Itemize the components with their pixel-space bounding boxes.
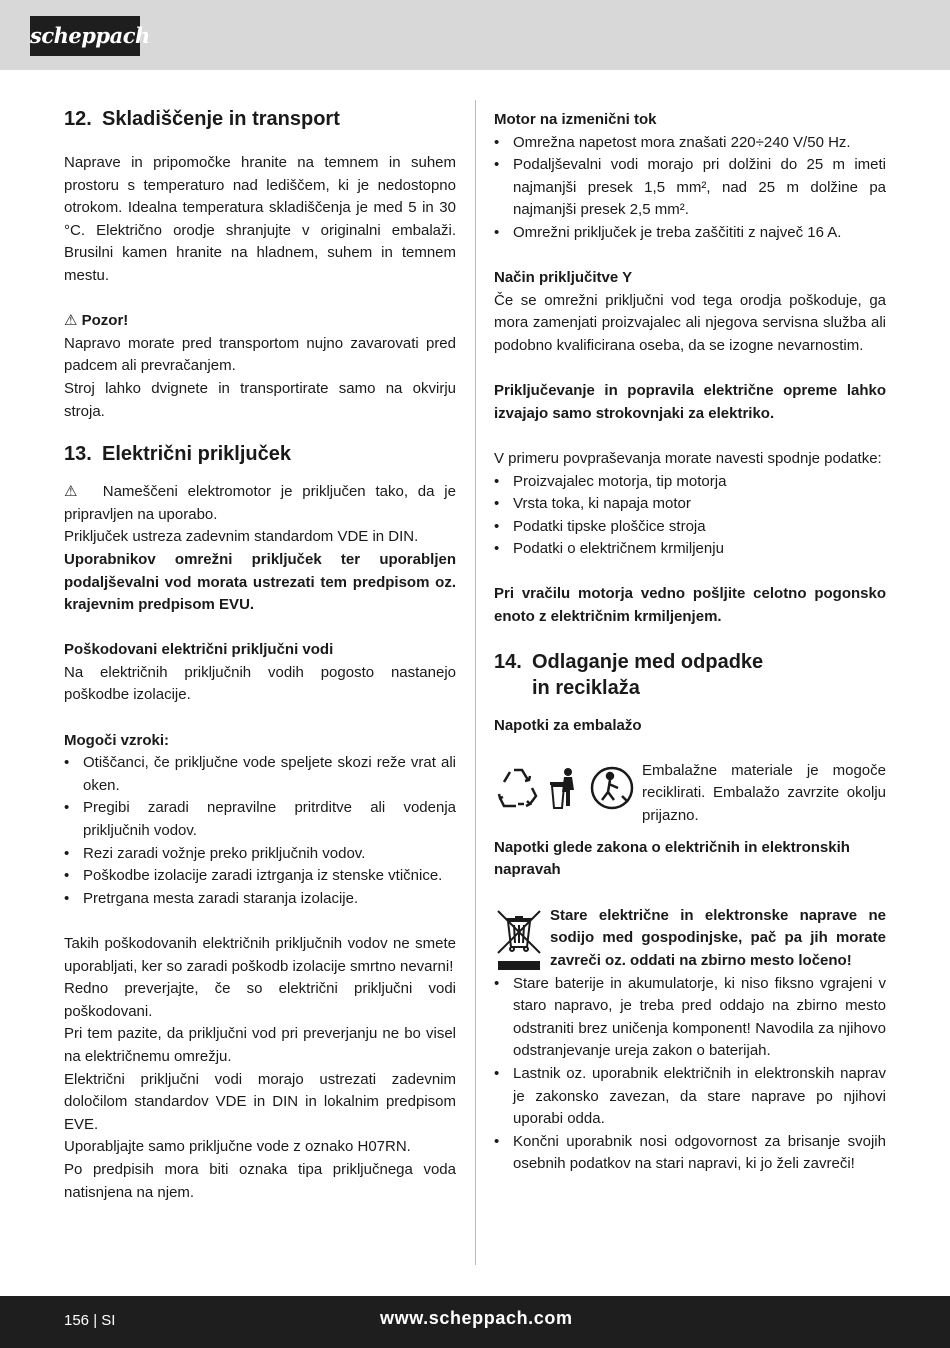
electrical-text-2: Priključek ustreza zadevnim standardom VDE in DIN.	[64, 528, 419, 546]
caution-text-1: Napravo morate pred transportom nujno zavarovati pred padcem ali prevračanjem.	[64, 334, 456, 375]
section-12-heading: 12. Skladiščenje in transport	[64, 108, 340, 130]
list-item: • Otiščanci, če priključne vode speljete skozi reže vrat ali oken.	[64, 752, 456, 797]
list-item: • Poškodbe izolacije zaradi iztrganja iz stenske vtičnice.	[64, 865, 456, 888]
return-note: Pri vračilu motorja vedno pošljite celotno pogonsko enoto z električnim krmiljenjem.	[494, 585, 886, 626]
electrical-text-3: Uporabnikov omrežni priključek ter uporabljen podaljševalni vod morata ustrezati tem predpisom oz. krajevnim predpisom EVU.	[64, 550, 456, 614]
left-column	[64, 100, 456, 1204]
list-item: • Pretrgana mesta zaradi staranja izolacije.	[64, 888, 456, 911]
list-item: • Podatki o električnem krmiljenju	[494, 538, 886, 561]
packaging-text: Embalažne materiale je mogoče reciklirati. Embalažo zavrzite okolju prijazno.	[642, 761, 886, 825]
litter-bin-icon	[550, 768, 574, 808]
electrician-note: Priključevanje in popravila električne opreme lahko izvajajo samo strokovnjaki za elektriko.	[494, 382, 886, 422]
packaging-heading: Napotki za embalažo	[494, 716, 642, 734]
cable-warning-3: Pri tem pazite, da priključni vod pri preverjanju ne bo visel na električnemu omrežju.	[64, 1025, 456, 1065]
page-number: 156 | SI	[64, 1312, 116, 1329]
list-item: • Omrežni priključek je treba zaščititi z največ 16 A.	[494, 222, 886, 245]
list-item: • Proizvajalec motorja, tip motorja	[494, 471, 886, 494]
weee-list	[494, 973, 886, 1176]
cable-warning-6: Po predpisih mora biti oznaka tipa priključnega voda natisnjena na njem.	[64, 1160, 456, 1201]
section-13-heading: 13. Električni priključek	[64, 443, 291, 466]
causes-heading: Mogoči vzroki:	[64, 731, 170, 749]
recycle-icon	[499, 770, 536, 806]
warning-icon: ⚠	[64, 483, 84, 501]
packaging-block	[494, 760, 886, 828]
list-item: • Končni uporabnik nosi odgovornost za brisanje svojih osebnih podatkov na stari napravi, ki jo želi zavreči!	[494, 1131, 886, 1176]
y-connection-heading: Način priključitve Y	[494, 269, 633, 287]
weee-text: Stare električne in elektronske naprave ne sodijo med gospodinjske, pač pa jih morate zavreči oz. oddati na zbirno mesto ločeno!	[550, 906, 886, 969]
list-item: • Vrsta toka, ki napaja motor	[494, 493, 886, 516]
list-item: • Omrežna napetost mora znašati 220÷240 V/50 Hz.	[494, 132, 886, 155]
list-item: • Lastnik oz. uporabnik električnih in elektronskih naprav je zakonsko zavezan, da stare naprave po njihovi uporabi odda.	[494, 1063, 886, 1131]
list-item: • Podaljševalni vodi morajo pri dolžini do 25 m imeti najmanjši presek 1,5 mm², nad 25 m dolžine pa najmanjši presek 2,5 mm².	[494, 154, 886, 222]
recycling-icons	[494, 762, 639, 812]
tidyman-recycle-icon	[592, 768, 632, 808]
cable-warning-2: Redno preverjajte, če so električni priključni vodi poškodovani.	[64, 980, 456, 1020]
page-header	[0, 0, 950, 70]
cable-warning-5: Uporabljajte samo priključne vode z oznako H07RN.	[64, 1138, 411, 1156]
caution-heading: ⚠ Pozor!	[64, 312, 129, 330]
ac-motor-heading: Motor na izmenični tok	[494, 111, 657, 128]
list-item: • Podatki tipske ploščice stroja	[494, 516, 886, 539]
section-14-heading: 14. Odlaganje med odpadke in reciklaža	[494, 650, 764, 699]
scheppach-logo: scheppach	[30, 16, 140, 56]
crossed-bin-icon	[494, 907, 544, 971]
electrical-text-1: ⚠ Nameščeni elektromotor je priključen tako, da je pripravljen na uporabo.	[64, 483, 456, 523]
cable-warning-1: Takih poškodovanih električnih priključnih vodov ne smete uporabljati, ker so zaradi poškodb izolacije smrtno nevarni!	[64, 935, 456, 975]
right-column	[494, 109, 886, 1176]
storage-paragraph: Naprave in pripomočke hranite na temnem in suhem prostoru s temperaturo nad lediščem, ki je nedostopno otrokom. Idealna temperatura skladiščenja je med 5 in 30 °C. Električno orodje shranjujte v originalni embalaži. Brusilni kamen hranite na hladnem, suhem in temnem mestu.	[64, 154, 456, 284]
damaged-cables-text: Na električnih priključnih vodih pogosto nastanejo poškodbe izolacije.	[64, 663, 456, 704]
weee-block	[494, 905, 886, 973]
website-url: www.scheppach.com	[380, 1308, 573, 1328]
warning-icon: ⚠	[64, 312, 78, 330]
inquiry-list	[494, 471, 886, 561]
caution-text-2: Stroj lahko dvignete in transportirate samo na okvirju stroja.	[64, 379, 456, 420]
list-item: • Stare baterije in akumulatorje, ki niso fiksno vgrajeni v staro napravo, je treba pred oddajo na zbirno mesto odstraniti brez uničenja komponent! Navodila za njihovo odstranjevanje ureja zakon o baterijah.	[494, 973, 886, 1063]
ac-motor-list	[494, 132, 886, 245]
column-divider	[475, 100, 476, 1265]
list-item: • Rezi zaradi vožnje preko priključnih vodov.	[64, 843, 456, 866]
inquiry-text: V primeru povpraševanja morate navesti spodnje podatke:	[494, 449, 882, 467]
page-footer	[0, 1296, 950, 1348]
weee-heading: Napotki glede zakona o električnih in elektronskih napravah	[494, 838, 850, 879]
damaged-cables-heading: Poškodovani električni priključni vodi	[64, 641, 334, 659]
y-connection-text: Če se omrežni priključni vod tega orodja poškoduje, ga mora zamenjati proizvajalec ali njegova servisna služba ali podobno kvalificirana oseba, da se izogne nevarnostim.	[494, 291, 886, 354]
causes-list	[64, 752, 456, 910]
cable-warning-4: Električni priključni vodi morajo ustrezati zadevnim določilom standardov VDE in DIN in lokalnim predpisom EVE.	[64, 1070, 456, 1133]
list-item: • Pregibi zaradi nepravilne pritrditve ali vodenja priključnih vodov.	[64, 797, 456, 842]
